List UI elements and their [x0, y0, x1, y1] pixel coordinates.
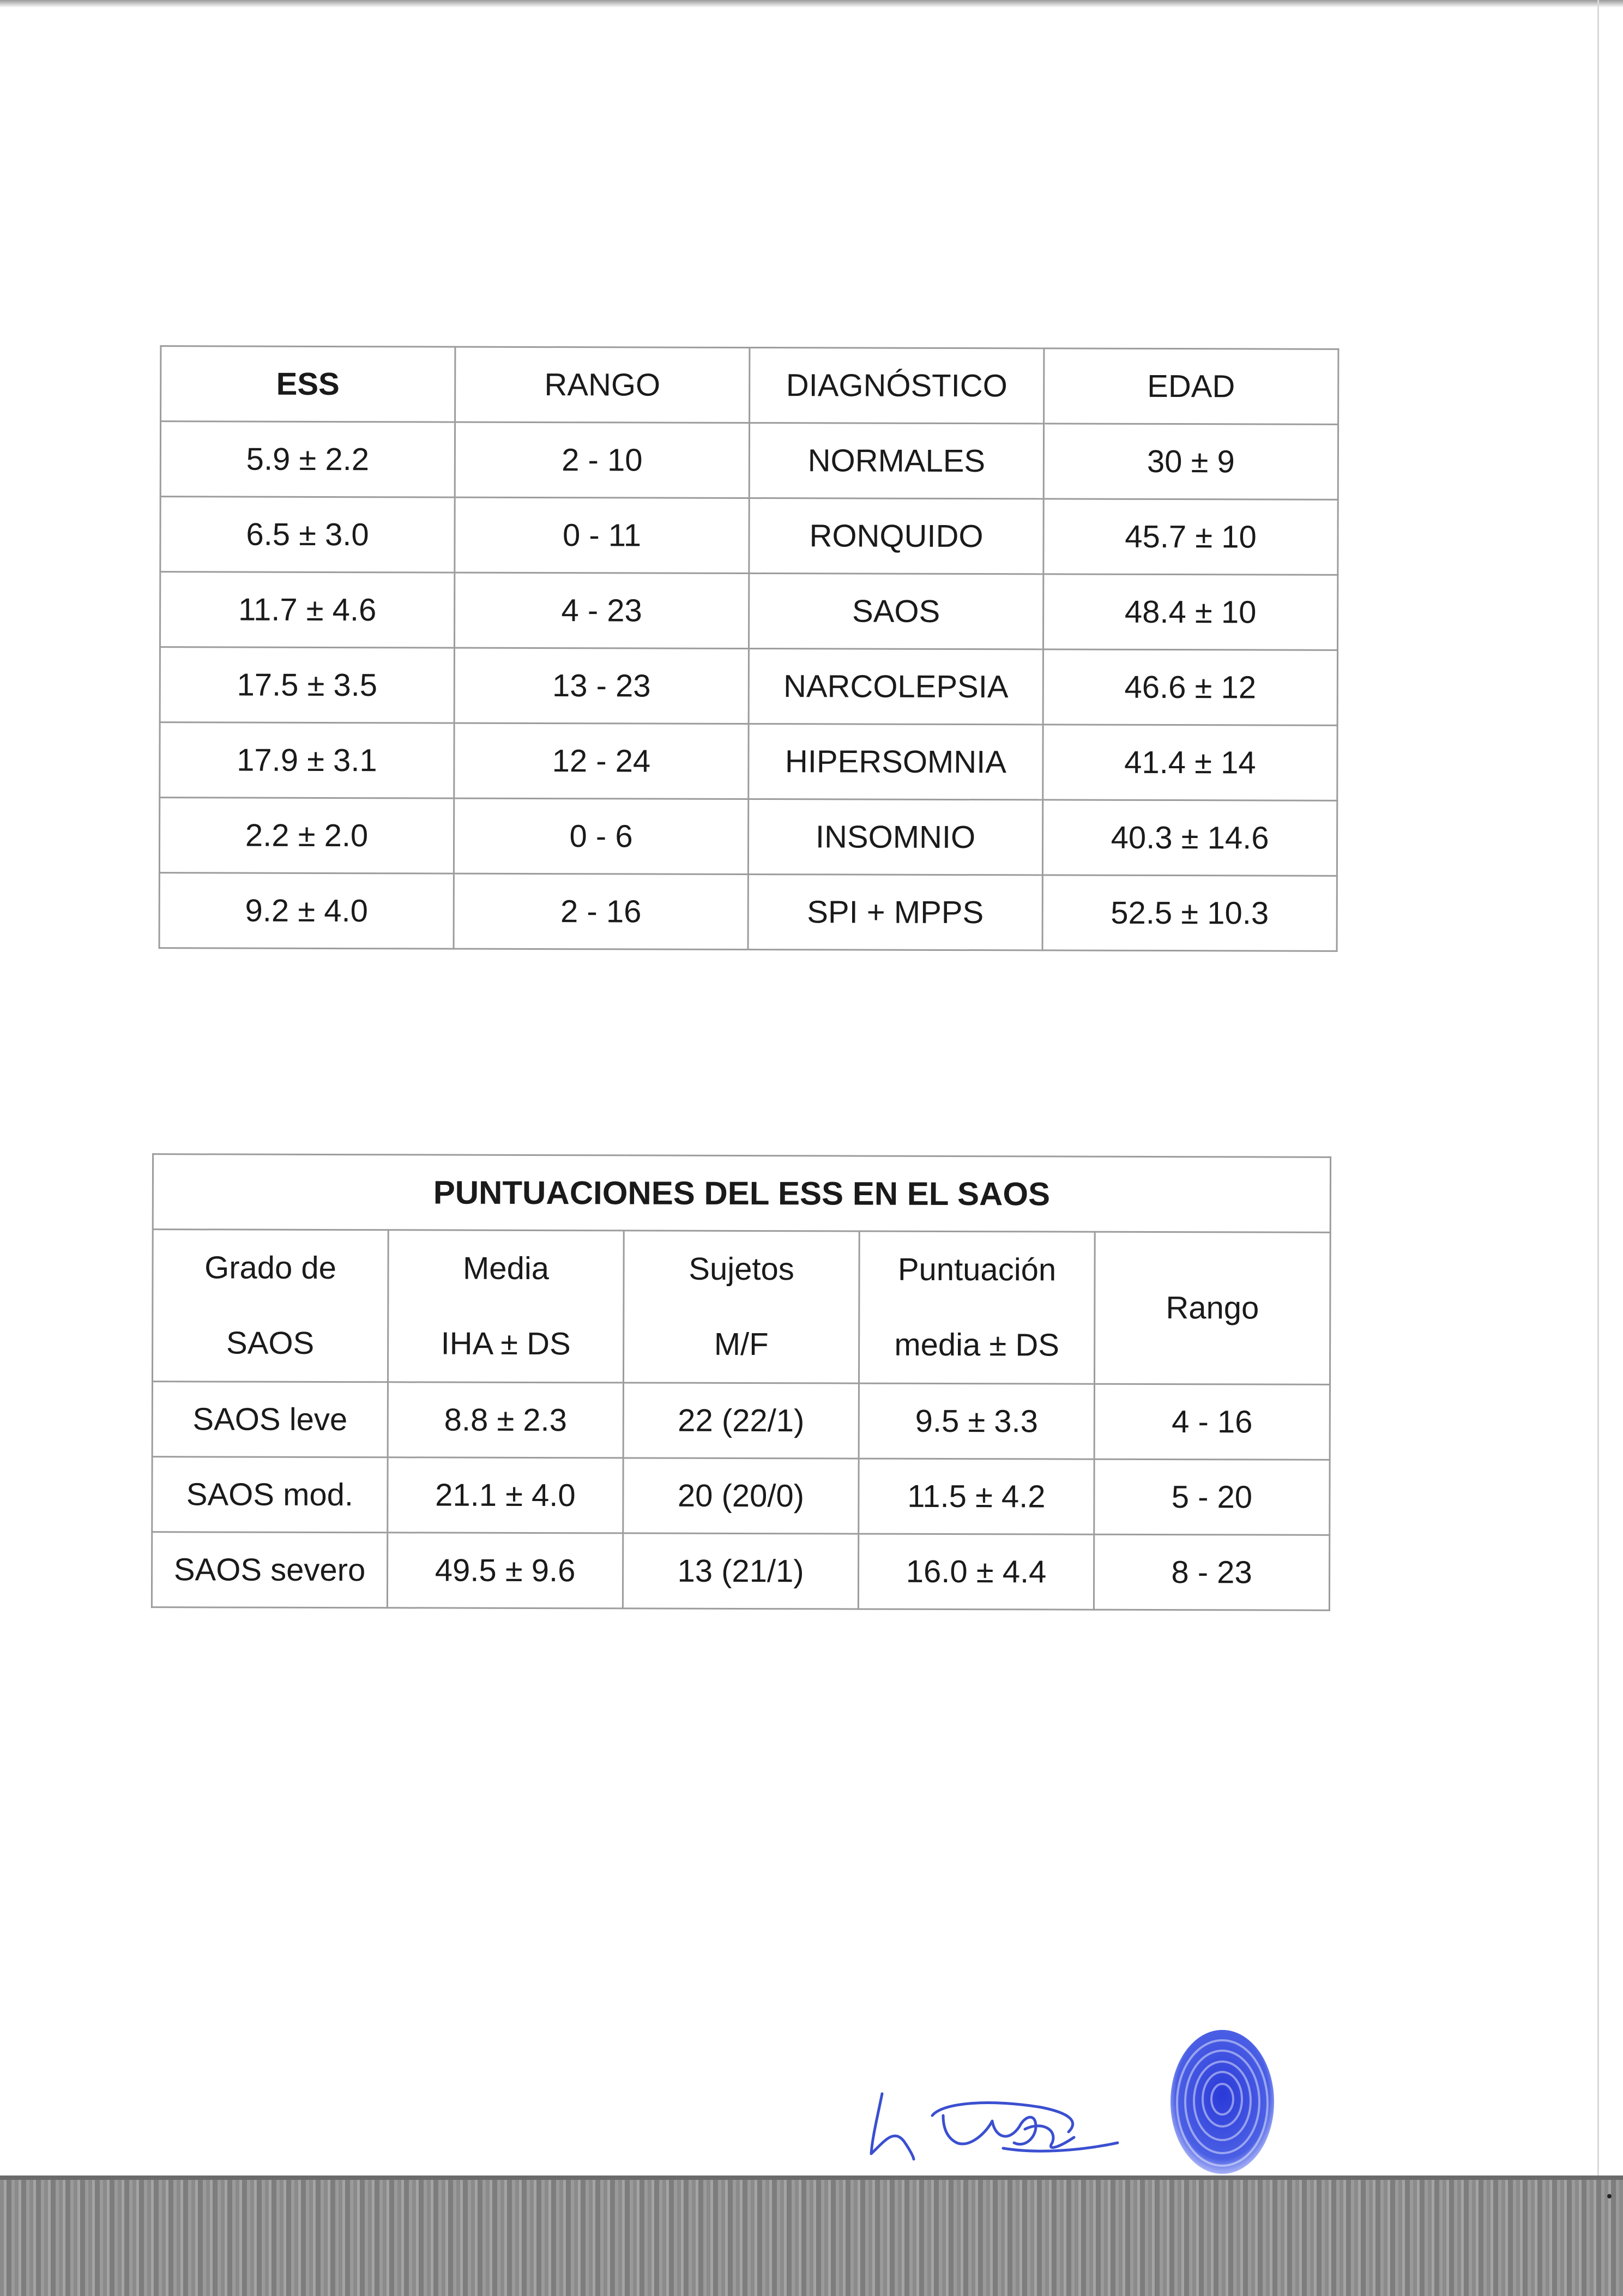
table-row [160, 421, 1338, 500]
cell-edad: 48.4 ± 10 [1043, 574, 1337, 650]
cell-diagnostico: HIPERSOMNIA [749, 724, 1043, 799]
saos-scores-table [151, 1153, 1331, 1611]
cell-ess: 11.7 ± 4.6 [160, 572, 455, 648]
handwritten-signature [861, 2061, 1123, 2165]
table-row [160, 647, 1337, 726]
cell-rango: 2 - 16 [454, 873, 748, 949]
cell-edad: 52.5 ± 10.3 [1042, 875, 1337, 951]
cell-diagnostico: NARCOLEPSIA [749, 649, 1043, 725]
cell-ess: 17.9 ± 3.1 [160, 722, 454, 798]
table-header-row [152, 1230, 1330, 1385]
cell-rango: 0 - 11 [455, 497, 749, 573]
table-row [159, 873, 1337, 951]
column-header-ess: ESS [161, 346, 455, 422]
table-header-row [161, 346, 1338, 425]
cell-diagnostico: INSOMNIO [748, 799, 1042, 875]
table-row [159, 798, 1337, 876]
table-row [160, 572, 1338, 650]
cell-puntuacion: 16.0 ± 4.4 [858, 1534, 1094, 1610]
scan-dot [1607, 2194, 1612, 2198]
cell-diagnostico: SPI + MPPS [748, 874, 1042, 950]
table-row [152, 1532, 1329, 1611]
fingerprint-icon [1164, 2026, 1281, 2184]
cell-media-iha: 8.8 ± 2.3 [388, 1382, 623, 1458]
cell-rango: 12 - 24 [454, 723, 749, 799]
table-row [152, 1457, 1330, 1535]
cell-rango: 4 - 23 [455, 573, 749, 648]
cell-ess: 9.2 ± 4.0 [159, 873, 454, 949]
cell-puntuacion: 9.5 ± 3.3 [859, 1383, 1094, 1459]
cell-diagnostico: NORMALES [749, 423, 1043, 499]
cell-sujetos: 22 (22/1) [623, 1383, 859, 1459]
column-header-sujetos [623, 1231, 859, 1383]
cell-diagnostico: RONQUIDO [749, 498, 1043, 574]
table-row [160, 722, 1337, 801]
cell-ess: 5.9 ± 2.2 [160, 421, 455, 497]
signature-strokes [871, 2094, 1118, 2159]
cell-diagnostico: SAOS [749, 574, 1043, 649]
column-header-rango: RANGO [455, 347, 750, 423]
cell-puntuacion: 11.5 ± 4.2 [859, 1459, 1094, 1534]
cell-rango: 0 - 6 [454, 798, 748, 874]
cell-grado: SAOS leve [152, 1382, 388, 1457]
column-header-diagnostico: DIAGNÓSTICO [750, 348, 1044, 424]
header-line: Grado de [204, 1250, 337, 1286]
cell-rango: 4 - 16 [1094, 1384, 1330, 1460]
scan-top-edge [0, 0, 1623, 8]
column-header-media-iha [388, 1230, 624, 1383]
cell-edad: 40.3 ± 14.6 [1042, 800, 1337, 876]
table-row [152, 1382, 1330, 1460]
cell-ess: 6.5 ± 3.0 [160, 497, 455, 573]
table-row [160, 497, 1338, 575]
column-header-grado [152, 1230, 388, 1382]
cell-rango: 2 - 10 [455, 422, 749, 498]
scan-right-edge [1597, 0, 1599, 2176]
header-line: media ± DS [894, 1327, 1060, 1363]
header-line: SAOS [226, 1325, 315, 1361]
cell-edad: 45.7 ± 10 [1043, 499, 1338, 575]
header-line: Rango [1166, 1290, 1259, 1326]
table-title-row [153, 1154, 1330, 1233]
scanner-bottom-band [0, 2176, 1623, 2296]
cell-grado: SAOS mod. [152, 1457, 388, 1533]
cell-grado: SAOS severo [152, 1532, 387, 1608]
header-line: M/F [714, 1326, 769, 1363]
ess-diagnosis-table [159, 345, 1340, 952]
table-title: PUNTUACIONES DEL ESS EN EL SAOS [153, 1154, 1330, 1233]
cell-ess: 17.5 ± 3.5 [160, 647, 454, 723]
cell-ess: 2.2 ± 2.0 [159, 798, 454, 873]
column-header-edad: EDAD [1044, 348, 1338, 424]
cell-edad: 30 ± 9 [1043, 424, 1338, 499]
cell-media-iha: 49.5 ± 9.6 [387, 1533, 623, 1608]
header-line: Media [462, 1250, 550, 1287]
cell-rango: 13 - 23 [454, 648, 749, 724]
cell-rango: 5 - 20 [1094, 1459, 1330, 1535]
header-line: Puntuación [897, 1251, 1057, 1288]
cell-media-iha: 21.1 ± 4.0 [388, 1457, 623, 1533]
cell-edad: 46.6 ± 12 [1043, 649, 1337, 725]
cell-edad: 41.4 ± 14 [1043, 725, 1337, 800]
header-line: IHA ± DS [441, 1325, 571, 1362]
column-header-rango [1094, 1232, 1330, 1384]
cell-rango: 8 - 23 [1094, 1534, 1329, 1610]
cell-sujetos: 20 (20/0) [623, 1458, 859, 1534]
header-line: Sujetos [689, 1251, 794, 1287]
column-header-puntuacion [859, 1231, 1095, 1384]
cell-sujetos: 13 (21/1) [623, 1533, 858, 1609]
